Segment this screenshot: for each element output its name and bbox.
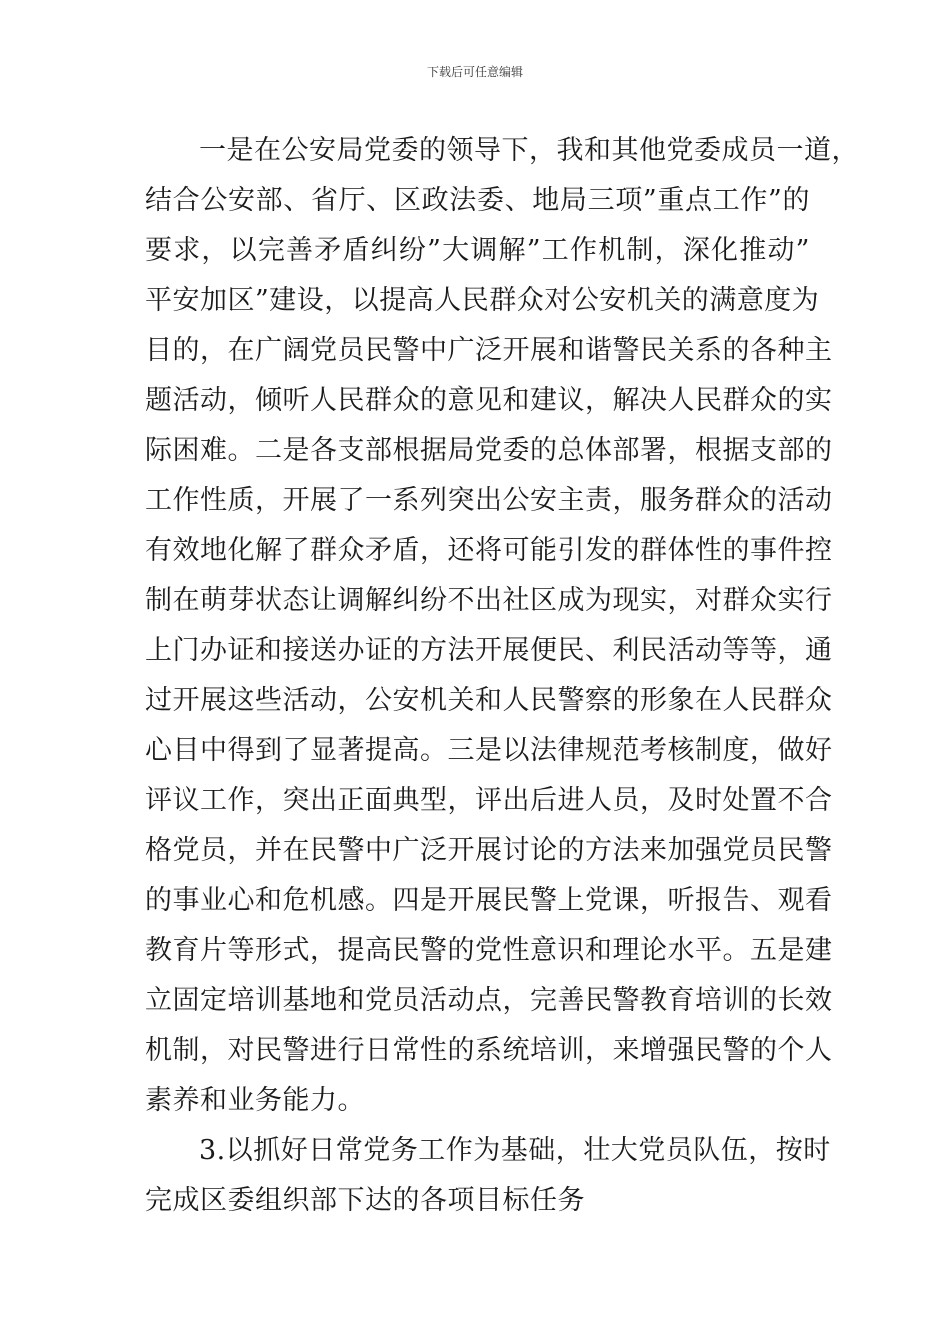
document-body	[145, 126, 859, 1226]
text-line: 过开展这些活动，公安机关和人民警察的形象在人民群众	[145, 685, 833, 716]
text-line: 一是在公安局党委的领导下，我和其他党委成员一道，	[199, 135, 859, 166]
text-line: 格党员，并在民警中广泛开展讨论的方法来加强党员民警	[145, 835, 833, 866]
text-line: 完成区委组织部下达的各项目标任务	[145, 1185, 585, 1216]
text-line: 素养和业务能力。	[145, 1085, 365, 1116]
text-line: 的事业心和危机感。四是开展民警上党课，听报告、观看	[145, 885, 833, 916]
text-line: 要求，以完善矛盾纠纷”大调解”工作机制，深化推动”	[145, 235, 810, 266]
text-line: 教育片等形式，提高民警的党性意识和理论水平。五是建	[145, 935, 833, 966]
text-line: 结合公安部、省厅、区政法委、地局三项”重点工作”的	[145, 185, 810, 216]
text-line: 心目中得到了显著提高。三是以法律规范考核制度，做好	[145, 735, 833, 766]
text-line: 题活动，倾听人民群众的意见和建议，解决人民群众的实	[145, 385, 833, 416]
text-line: 评议工作，突出正面典型，评出后进人员，及时处置不合	[145, 785, 833, 816]
text-line: 制在萌芽状态让调解纠纷不出社区成为现实，对群众实行	[145, 585, 833, 616]
text-line: 上门办证和接送办证的方法开展便民、利民活动等等，通	[145, 635, 833, 666]
text-line: 际困难。二是各支部根据局党委的总体部署，根据支部的	[145, 435, 833, 466]
text-line: 立固定培训基地和党员活动点，完善民警教育培训的长效	[145, 985, 833, 1016]
paragraph-1	[145, 126, 859, 1126]
text-line: 机制，对民警进行日常性的系统培训，来增强民警的个人	[145, 1035, 833, 1066]
paragraph-2	[145, 1126, 831, 1226]
text-line: 平安加区”建设，以提高人民群众对公安机关的满意度为	[145, 285, 820, 316]
text-line: 有效地化解了群众矛盾，还将可能引发的群体性的事件控	[145, 535, 833, 566]
text-line: 3.以抓好日常党务工作为基础，壮大党员队伍，按时	[199, 1135, 831, 1166]
text-line: 目的，在广阔党员民警中广泛开展和谐警民关系的各种主	[145, 335, 833, 366]
page-header: 下载后可任意编辑	[426, 65, 523, 79]
text-line: 工作性质，开展了一系列突出公安主责，服务群众的活动	[145, 485, 833, 516]
